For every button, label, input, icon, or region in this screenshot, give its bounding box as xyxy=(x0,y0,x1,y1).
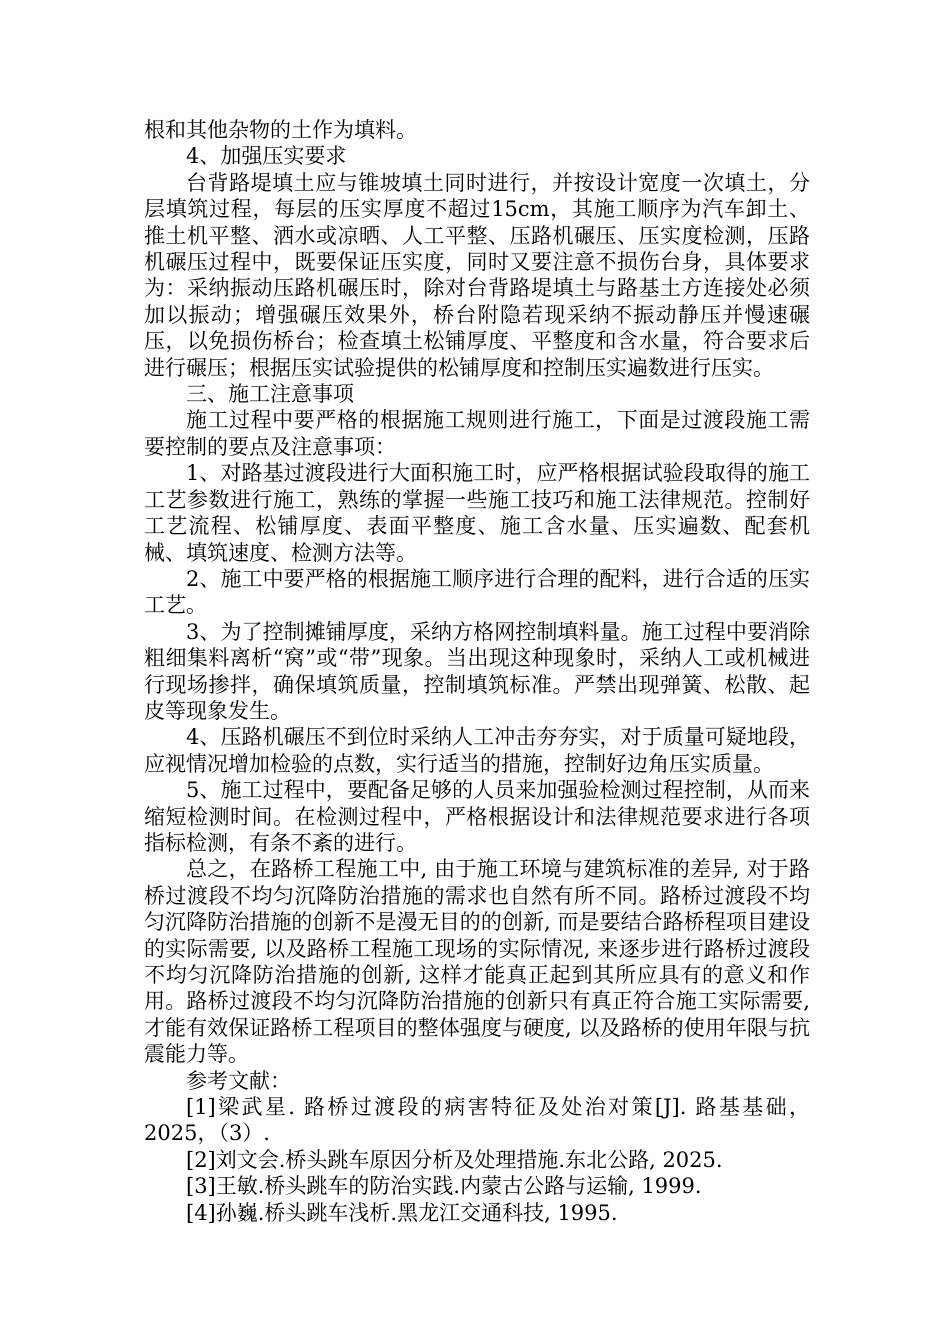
paragraph-point-3: 3、为了控制摊铺厚度，采纳方格网控制填料量。施工过程中要消除粗细集料离析“窝”或“带”现象。当出现这种现象时，采纳人工或机械进行现场掺拌，确保填筑质量，控制填筑标准。严禁出现弹簧、松散、起皮等现象发生。 xyxy=(144,619,810,723)
section-heading-compaction: 4、加强压实要求 xyxy=(186,144,347,169)
paragraph-point-2: 2、施工中要严格的根据施工顺序进行合理的配料，进行合适的压实工艺。 xyxy=(144,566,810,618)
paragraph-conclusion: 总之，在路桥工程施工中, 由于施工环境与建筑标准的差异, 对于路桥过渡段不均匀沉降防治措施的需求也自然有所不同。路桥过渡段不均匀沉降防治措施的创新不是漫无目的的创新, 而是要结合路桥程项目建设的实际需要, 以及路桥工程施工现场的实际情况, 来逐步进行路桥过渡段不均匀沉降防治措施的创新, 这样才能真正起到其所应具有的意义和作用。路桥过渡段不均匀沉降防治措施的创新只有真正符合施工实际需要, 才能有效保证路桥工程项目的整体强度与硬度, 以及路桥的使用年限与抗震能力等。 xyxy=(144,857,810,1067)
paragraph-point-5: 5、施工过程中，要配备足够的人员来加强验检测过程控制，从而来缩短检测时间。在检测过程中，严格根据设计和法律规范要求进行各项指标检测，有条不紊的进行。 xyxy=(144,778,810,855)
references-heading: 参考文献： xyxy=(186,1068,291,1093)
paragraph-compaction-requirements: 台背路堤填土应与锥坡填土同时进行，并按设计宽度一次填土，分层填筑过程，每层的压实厚度不超过15cm，其施工顺序为汽车卸土、推土机平整、洒水或凉晒、人工平整、压路机碾压、压实度检测，压路机碾压过程中，既要保证压实度，同时又要注意不损伤台身，具体要求为：采纳振动压路机碾压时，除对台背路堤填土与路基土方连接处必须加以振动；增强碾压效果外，桥台附隐若现采纳不振动静压并慢速碾压，以免损伤桥台；检查填土松铺厚度、平整度和含水量，符合要求后进行碾压；根据压实试验提供的松铺厚度和控制压实遍数进行压实。 xyxy=(144,170,810,380)
paragraph-point-1: 1、对路基过渡段进行大面积施工时，应严格根据试验段取得的施工工艺参数进行施工，熟练的掌握一些施工技巧和施工法律规范。控制好工艺流程、松铺厚度、表面平整度、施工含水量、压实遍数、配套机械、填筑速度、检测方法等。 xyxy=(144,461,810,565)
document-body xyxy=(144,117,810,1226)
paragraph-precautions-intro: 施工过程中要严格的根据施工规则进行施工，下面是过渡段施工需要控制的要点及注意事项： xyxy=(144,408,810,459)
reference-item-1: [1]梁武星. 路桥过渡段的病害特征及处治对策[J]. 路基基础，2025，（3）. xyxy=(144,1095,810,1146)
reference-item-4: [4]孙巍.桥头跳车浅析.黑龙江交通科技, 1995. xyxy=(186,1200,618,1225)
section-heading-precautions: 三、施工注意事项 xyxy=(186,382,354,407)
reference-item-3: [3]王敏.桥头跳车的防治实践.内蒙古公路与运输, 1999. xyxy=(186,1174,702,1199)
paragraph-point-4: 4、压路机碾压不到位时采纳人工冲击夯夯实，对于质量可疑地段，应视情况增加检验的点数，实行适当的措施，控制好边角压实质量。 xyxy=(144,725,810,776)
reference-item-2: [2]刘文会.桥头跳车原因分析及处理措施.东北公路, 2025. xyxy=(186,1147,723,1172)
paragraph-continuation: 根和其他杂物的土作为填料。 xyxy=(144,118,417,142)
